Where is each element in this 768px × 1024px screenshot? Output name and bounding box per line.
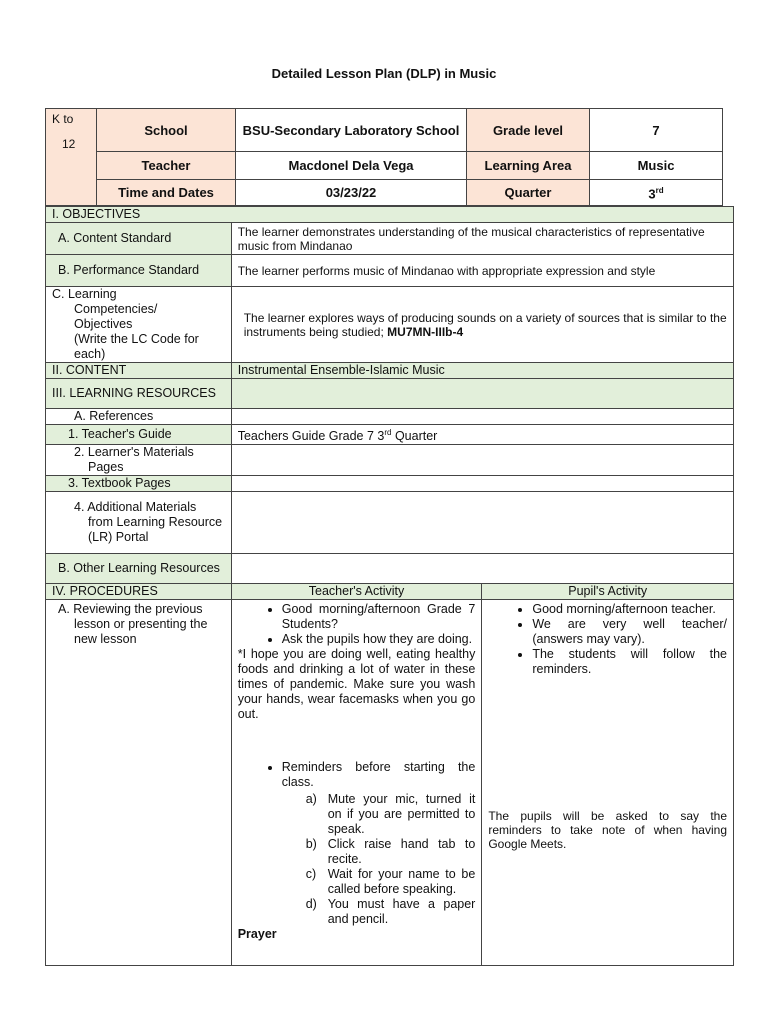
k12-line-1: K to [52, 112, 74, 126]
reminder-c-text: Wait for your name to be called before speaking. [327, 867, 476, 897]
learners-materials-label-text: 2. Learner's Materials Pages [74, 445, 194, 475]
teachers-guide-tail: Quarter [391, 429, 438, 444]
competencies-label-4: (Write the LC Code for each) [74, 332, 199, 361]
performance-standard-label [46, 255, 232, 287]
teacher-value: Macdonel Dela Vega [236, 152, 467, 180]
reminder-b-text: Click raise hand tab to recite. [327, 837, 476, 867]
competencies-label-1: C. Learning [52, 287, 117, 301]
other-resources-label [46, 554, 232, 584]
procedures-section: IV. PROCEDURES [46, 584, 232, 600]
competencies-value [231, 287, 733, 363]
other-resources-value [231, 554, 733, 584]
pupil-follow: • The students will follow the reminders. [532, 647, 727, 677]
content-value: Instrumental Ensemble-Islamic Music [231, 363, 733, 379]
reminder-a: a) Mute your mic, turned it on if you are permitted to speak. [305, 792, 476, 837]
content-section: II. CONTENT [46, 363, 232, 379]
quarter-label: Quarter [467, 180, 590, 206]
quarter-value [590, 180, 723, 206]
document-title: Detailed Lesson Plan (DLP) in Music [271, 66, 497, 81]
reminder-a-text: Mute your mic, turned it on if you are permitted to speak. [327, 792, 476, 837]
performance-standard-label-text: B. Performance Standard [58, 263, 200, 277]
grade-value: 7 [590, 109, 723, 152]
reminders-list [238, 792, 476, 927]
reminder-c: c) Wait for your name to be called before speaking. [305, 867, 476, 897]
prayer-label: Prayer [237, 927, 277, 942]
content-standard-value: The learner demonstrates understanding of the musical characteristics of representative music from Mindanao [231, 223, 733, 255]
grade-label: Grade level [467, 109, 590, 152]
competencies-label-3: Objectives [74, 317, 133, 331]
teacher-activity-cell [231, 600, 482, 966]
content-standard-label-text: A. Content Standard [58, 231, 172, 245]
teacher-greeting: • Good morning/afternoon Grade 7 Students? [282, 602, 476, 632]
teacher-activity-header: Teacher's Activity [231, 584, 482, 600]
pupil-paragraph: The pupils will be asked to say the reminders to take note of when having Google Meets. [488, 809, 727, 852]
learners-materials-value [231, 445, 733, 476]
reminder-d-text: You must have a paper and pencil. [327, 897, 476, 927]
content-standard-label [46, 223, 232, 255]
teachers-guide-sup: rd [384, 428, 392, 437]
teacher-label: Teacher [97, 152, 236, 180]
additional-materials-label [46, 492, 232, 554]
teachers-guide-value [231, 425, 733, 445]
pupil-greeting: • Good morning/afternoon teacher. [532, 602, 727, 617]
teacher-reminders: • Reminders before starting the class. [282, 760, 476, 790]
teachers-guide-text: Teachers Guide Grade 7 3 [237, 429, 385, 444]
school-label: School [97, 109, 236, 152]
objectives-section: I. OBJECTIVES [46, 207, 734, 223]
lc-code: MU7MN-IIIb-4 [387, 324, 464, 339]
area-value: Music [590, 152, 723, 180]
references-label: A. References [46, 409, 232, 425]
performance-standard-value: The learner performs music of Mindanao with appropriate expression and style [231, 255, 733, 287]
competencies-label-2: Competencies/ [74, 302, 158, 316]
quarter-suffix: rd [655, 186, 664, 196]
lesson-plan-table [45, 206, 734, 966]
competencies-label [46, 287, 232, 363]
learners-materials-label [46, 445, 232, 476]
quarter-number: 3 [648, 186, 656, 202]
textbook-pages-label: 3. Textbook Pages [46, 476, 232, 492]
k12-line-2: 12 [62, 137, 76, 151]
teacher-ask: • Ask the pupils how they are doing. [282, 632, 476, 647]
k-to-12-cell [46, 109, 97, 206]
header-table [45, 108, 723, 206]
reviewing-lesson-label-text: A. Reviewing the previous lesson or presenting the new lesson [58, 602, 208, 647]
pupil-answer: • We are very well teacher/ (answers may vary). [532, 617, 727, 647]
competencies-text: The learner explores ways of producing sounds on a variety of sources that is similar to the instruments being studied; [243, 310, 727, 339]
additional-materials-label-text: 4. Additional Materials from Learning Resource (LR) Portal [74, 500, 223, 545]
resources-empty [231, 379, 733, 409]
time-value: 03/23/22 [236, 180, 467, 206]
textbook-pages-value [231, 476, 733, 492]
reminder-b: b) Click raise hand tab to recite. [305, 837, 476, 867]
pupil-activity-header: Pupil's Activity [482, 584, 734, 600]
reminder-d: d) You must have a paper and pencil. [305, 897, 476, 927]
pupil-activity-cell [482, 600, 734, 966]
reviewing-lesson-label [46, 600, 232, 966]
school-value: BSU-Secondary Laboratory School [236, 109, 467, 152]
teacher-paragraph: *I hope you are doing well, eating healthy foods and drinking a lot of water in these times of pandemic. Make sure you wash your hands, wear facemasks when you go out. [237, 647, 476, 722]
time-label: Time and Dates [97, 180, 236, 206]
area-label: Learning Area [467, 152, 590, 180]
additional-materials-value [231, 492, 733, 554]
references-value [231, 409, 733, 425]
other-resources-label-text: B. Other Learning Resources [58, 561, 220, 576]
resources-section: III. LEARNING RESOURCES [46, 379, 232, 409]
teachers-guide-label: 1. Teacher's Guide [46, 425, 232, 445]
